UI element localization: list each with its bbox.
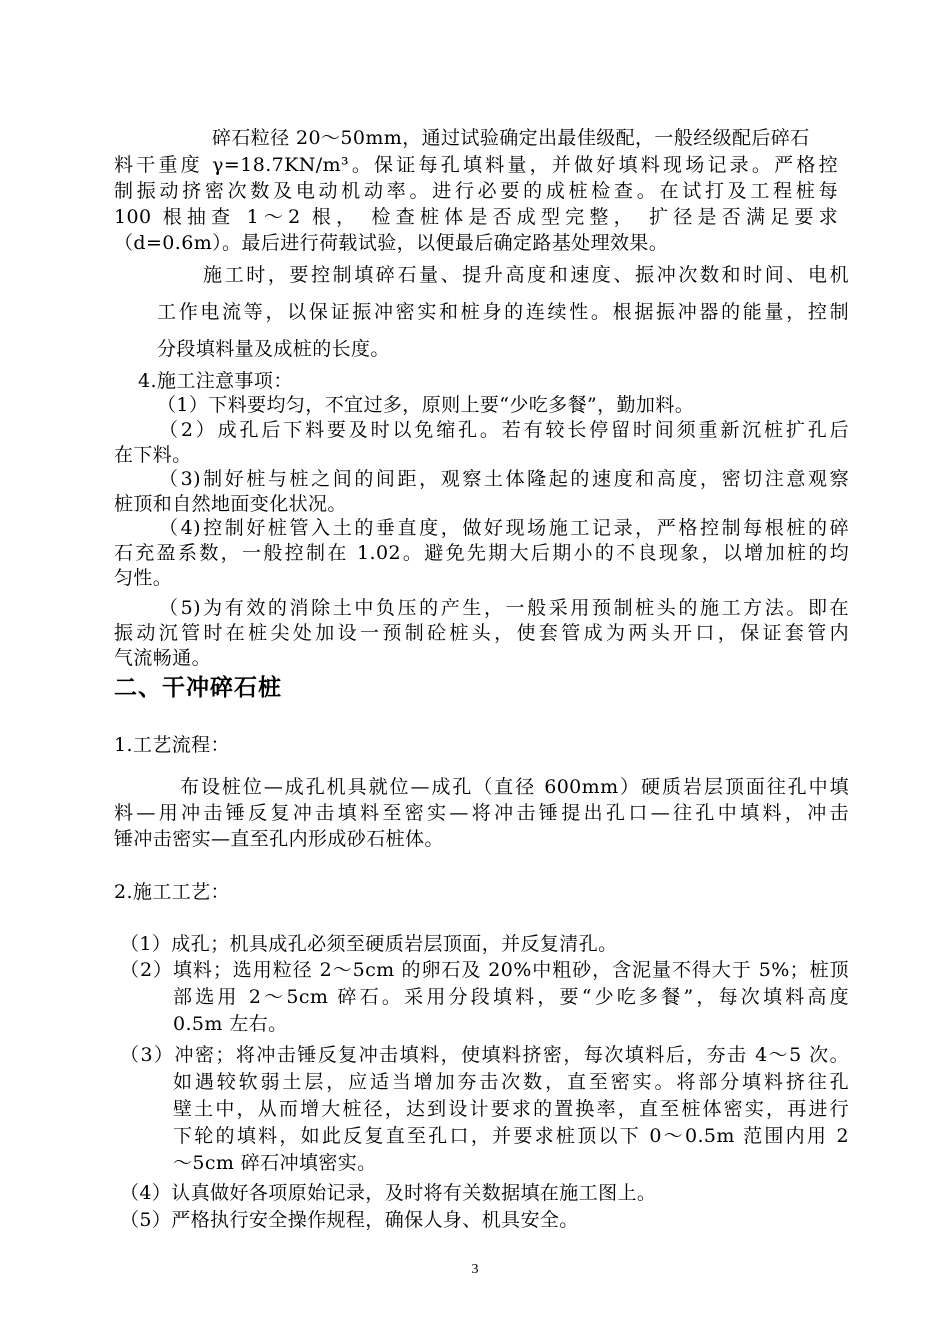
list-item: 壁土中，从而增大桩径，达到设计要求的置换率，直至桩体密实，再进行 bbox=[173, 1098, 849, 1120]
list-item: 石充盈系数，一般控制在 1.02。避免先期大后期小的不良现象，以增加桩的均 bbox=[114, 542, 849, 564]
list-item: （5)为有效的消除土中负压的产生，一般采用预制桩头的施工方法。即在 bbox=[159, 597, 849, 619]
list-item: 在下料。 bbox=[114, 444, 192, 466]
list-item: 桩顶和自然地面变化状况。 bbox=[114, 493, 347, 515]
list-item: 如遇较软弱土层，应适当增加夯击次数，直至密实。将部分填料挤往孔 bbox=[173, 1071, 849, 1093]
subsection-title: 2.施工工艺： bbox=[114, 881, 230, 903]
text-line: 碎石粒径 20～50mm，通过试验确定出最佳级配，一般经级配后碎石 bbox=[212, 127, 810, 149]
text-line: 布设桩位—成孔机具就位—成孔（直径 600mm）硬质岩层顶面往孔中填 bbox=[180, 776, 849, 798]
list-item: ～5cm 碎石冲填密实。 bbox=[173, 1152, 377, 1174]
text-line: （d=0.6m）。最后进行荷载试验，以便最后确定路基处理效果。 bbox=[114, 232, 669, 254]
list-item: （3）冲密；将冲击锤反复冲击填料，使填料挤密，每次填料后，夯击 4～5 次。 bbox=[120, 1044, 849, 1066]
subsection-title: 1.工艺流程： bbox=[114, 734, 230, 756]
list-item: （5）严格执行安全操作规程，确保人身、机具安全。 bbox=[120, 1209, 579, 1231]
list-item: 下轮的填料，如此反复直至孔口，并要求桩顶以下 0～0.5m 范围内用 2 bbox=[173, 1125, 849, 1147]
text-line: 制振动挤密次数及电动机动率。进行必要的成桩检查。在试打及工程桩每 bbox=[114, 180, 838, 202]
list-item: （3)制好桩与桩之间的间距，观察土体隆起的速度和高度，密切注意观察 bbox=[159, 468, 849, 490]
text-line: 分段填料量及成桩的长度。 bbox=[157, 338, 390, 360]
list-item: （2）成孔后下料要及时以免缩孔。若有较长停留时间须重新沉桩扩孔后 bbox=[159, 419, 849, 441]
page-number: 3 bbox=[471, 1262, 479, 1277]
list-item: 振动沉管时在桩尖处加设一预制砼桩头，使套管成为两头开口，保证套管内 bbox=[114, 622, 849, 644]
list-item: 部选用 2～5cm 碎石。采用分段填料，要“少吃多餐”，每次填料高度 bbox=[173, 986, 849, 1008]
text-line: 施工时，要控制填碎石量、提升高度和速度、振冲次数和时间、电机 bbox=[203, 264, 849, 286]
section-heading: 二、干冲碎石桩 bbox=[114, 675, 282, 701]
text-line: 工作电流等，以保证振冲密实和桩身的连续性。根据振冲器的能量，控制 bbox=[157, 301, 849, 323]
text-line: 料干重度 γ=18.7KN/m³。保证每孔填料量，并做好填料现场记录。严格控 bbox=[114, 154, 838, 176]
list-item: 气流畅通。 bbox=[114, 647, 212, 669]
text-line: 锤冲击密实—直至孔内形成砂石桩体。 bbox=[114, 828, 444, 850]
list-item: （1）下料要均匀，不宜过多，原则上要“少吃多餐”，勤加料。 bbox=[157, 394, 695, 416]
text-line: 100 根抽查 1～2 根， 检查桩体是否成型完整， 扩径是否满足要求 bbox=[114, 206, 838, 228]
notes-title: 4.施工注意事项： bbox=[138, 370, 293, 392]
list-item: （4）认真做好各项原始记录，及时将有关数据填在施工图上。 bbox=[120, 1182, 657, 1204]
list-item: （2）填料；选用粒径 2～5cm 的卵石及 20%中粗砂，含泥量不得大于 5%；桩顶 bbox=[120, 959, 849, 981]
list-item: 匀性。 bbox=[114, 567, 173, 589]
list-item: （1）成孔；机具成孔必须至硬质岩层顶面，并反复清孔。 bbox=[120, 933, 618, 955]
text-line: 料—用冲击锤反复冲击填料至密实—将冲击锤提出孔口—往孔中填料，冲击 bbox=[114, 802, 849, 824]
list-item: 0.5m 左右。 bbox=[173, 1013, 288, 1035]
list-item: （4)控制好桩管入土的垂直度，做好现场施工记录，严格控制每根桩的碎 bbox=[159, 517, 849, 539]
